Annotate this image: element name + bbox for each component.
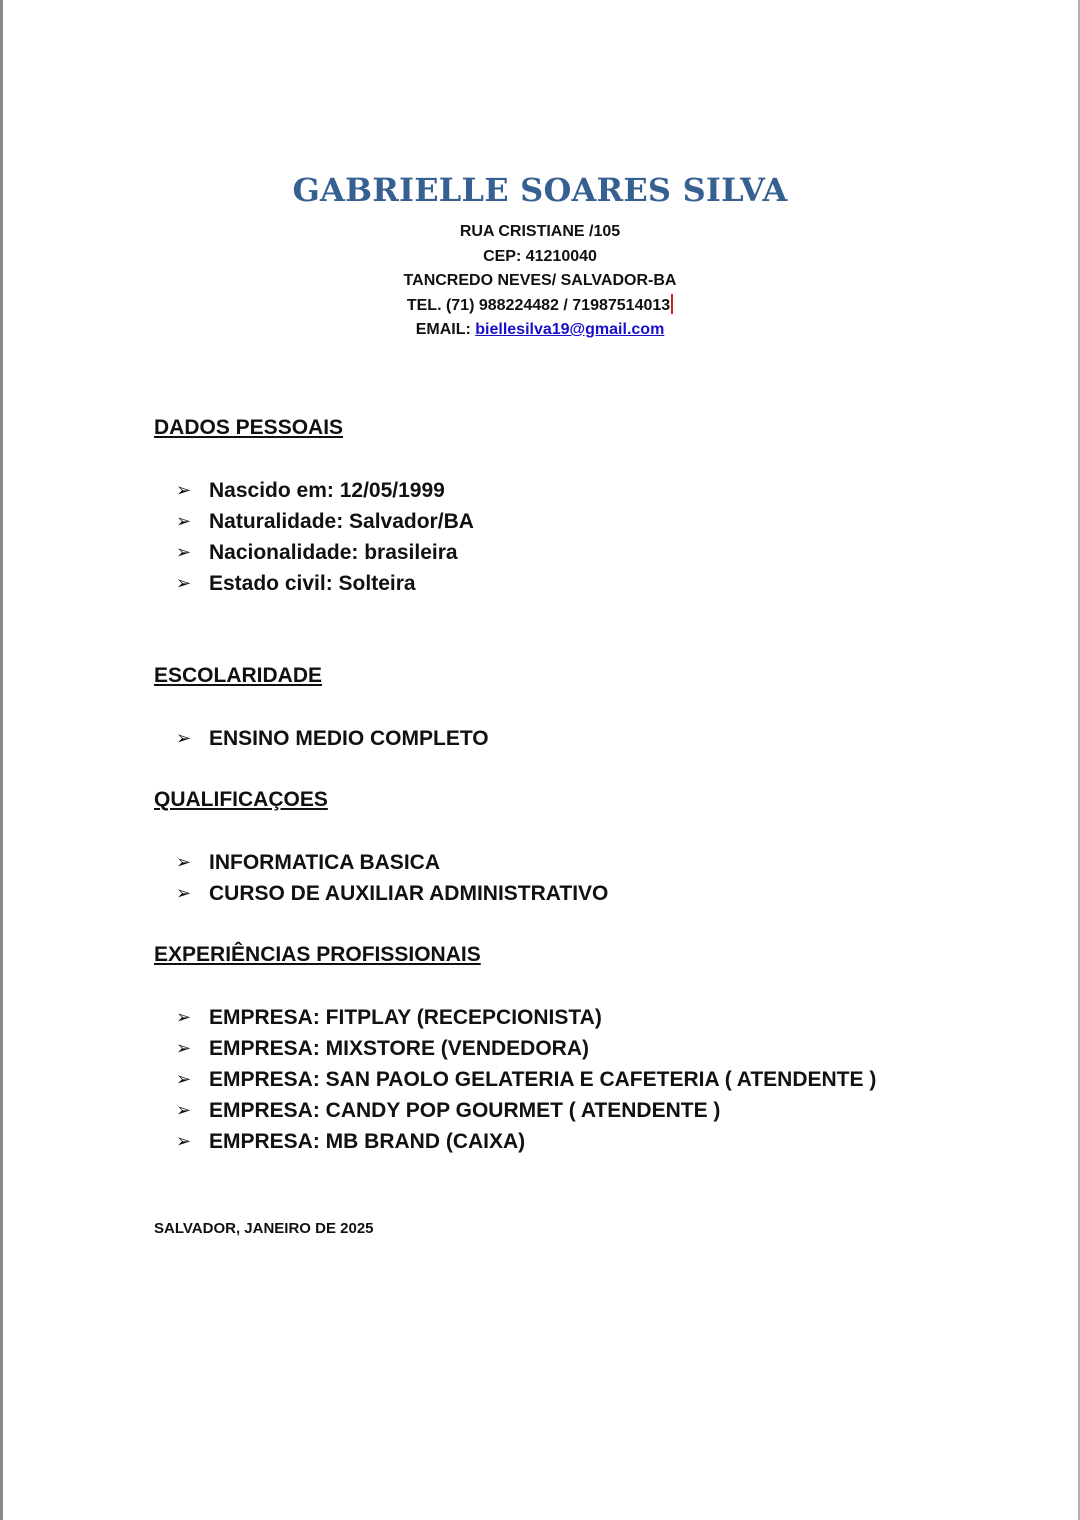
list-item: ➢ Estado civil: Solteira (154, 568, 954, 599)
candidate-name: GABRIELLE SOARES SILVA (292, 171, 788, 209)
section-qualifications (154, 786, 954, 909)
experience-list (154, 1002, 954, 1157)
resume-header (0, 168, 1080, 343)
qualifications-list (154, 847, 954, 909)
list-item: ➢ EMPRESA: SAN PAOLO GELATERIA E CAFETERIA ( ATENDENTE ) (154, 1064, 954, 1095)
list-item: ➢ ENSINO MEDIO COMPLETO (154, 723, 954, 754)
arrowhead-bullet-icon: ➢ (176, 1069, 192, 1090)
section-title-education: ESCOLARIDADE (154, 664, 323, 687)
arrowhead-bullet-icon: ➢ (176, 480, 192, 501)
list-item: ➢ Nacionalidade: brasileira (154, 537, 954, 568)
email-label: EMAIL: (415, 321, 471, 338)
arrowhead-bullet-icon: ➢ (176, 1007, 192, 1028)
section-title-qualifications: QUALIFICAÇOES (154, 788, 328, 811)
phone-text: TEL. (71) 988224482 / 71987514013 (406, 296, 671, 314)
section-title-experience: EXPERIÊNCIAS PROFISSIONAIS (154, 943, 481, 966)
list-item: ➢ Naturalidade: Salvador/BA (154, 506, 954, 537)
section-education (154, 662, 954, 754)
text-cursor (671, 294, 673, 314)
address-line: RUA CRISTIANE /105 (459, 223, 621, 240)
neighborhood-line: TANCREDO NEVES/ SALVADOR-BA (403, 272, 677, 289)
arrowhead-bullet-icon: ➢ (176, 1038, 192, 1059)
arrowhead-bullet-icon: ➢ (176, 852, 192, 873)
section-personal-data (154, 414, 954, 599)
arrowhead-bullet-icon: ➢ (176, 883, 192, 904)
personal-list (154, 475, 954, 599)
section-experience (154, 941, 954, 1157)
place-date: SALVADOR, JANEIRO DE 2025 (154, 1220, 374, 1237)
arrowhead-bullet-icon: ➢ (176, 1100, 192, 1121)
list-item: ➢ Nascido em: 12/05/1999 (154, 475, 954, 506)
phone-line (0, 294, 1080, 319)
section-title-personal: DADOS PESSOAIS (154, 416, 344, 439)
list-item: ➢ INFORMATICA BASICA (154, 847, 954, 878)
list-item: ➢ EMPRESA: FITPLAY (RECEPCIONISTA) (154, 1002, 954, 1033)
email-line (0, 318, 1080, 343)
list-item: ➢ CURSO DE AUXILIAR ADMINISTRATIVO (154, 878, 954, 909)
list-item: ➢ EMPRESA: MIXSTORE (VENDEDORA) (154, 1033, 954, 1064)
email-link[interactable]: biellesilva19@gmail.com (475, 321, 665, 338)
arrowhead-bullet-icon: ➢ (176, 573, 192, 594)
list-item: ➢ EMPRESA: CANDY POP GOURMET ( ATENDENTE ) (154, 1095, 954, 1126)
arrowhead-bullet-icon: ➢ (176, 542, 192, 563)
list-item: ➢ EMPRESA: MB BRAND (CAIXA) (154, 1126, 954, 1157)
arrowhead-bullet-icon: ➢ (176, 728, 192, 749)
arrowhead-bullet-icon: ➢ (176, 1131, 192, 1152)
education-list (154, 723, 954, 754)
arrowhead-bullet-icon: ➢ (176, 511, 192, 532)
cep-line: CEP: 41210040 (483, 247, 597, 265)
